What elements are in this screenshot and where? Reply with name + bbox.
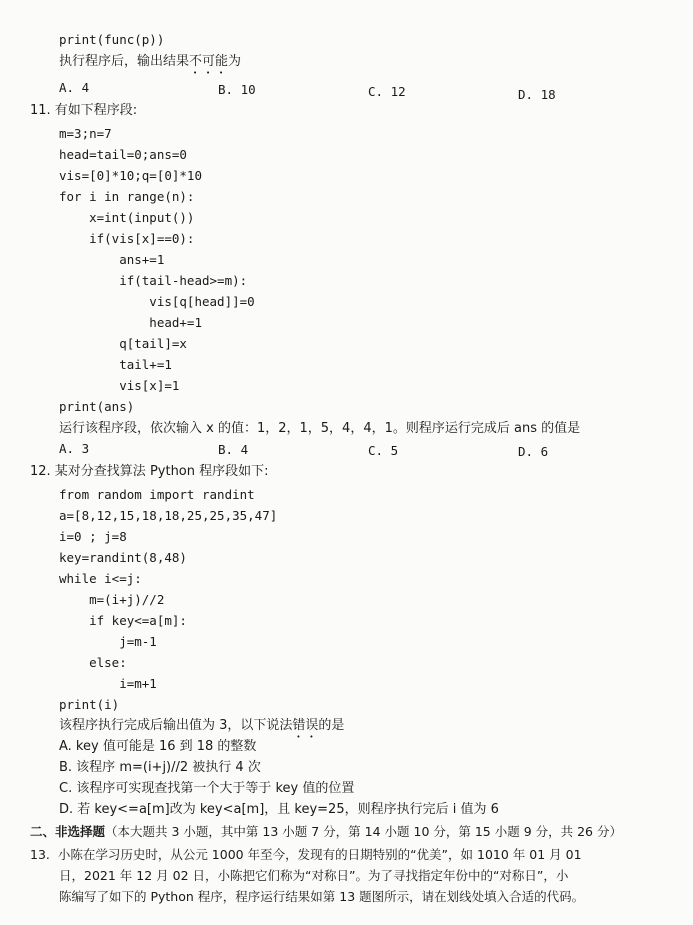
q12-code-line: from random import randint (59, 487, 255, 502)
q11-code-line: q[tail]=x (59, 336, 187, 351)
q10-option-a: A. 4 (59, 80, 90, 95)
q11-code-line: head=tail=0;ans=0 (59, 147, 187, 162)
q11-code-line: if(tail-head>=m): (59, 273, 248, 288)
q12-choice-b: B. 该程序 m=(i+j)//2 被执行 4 次 (59, 760, 261, 775)
q12-code-line: print(i) (59, 697, 120, 712)
q13-line: 日，2021 年 12 月 02 日，小陈把它们称为“对称日”。为了寻找指定年份中的“对称日”，小 (59, 868, 569, 883)
q13-line: 13. 小陈在学习历史时，从公元 1000 年至今，发现有的日期特别的“优美”，如 1010 年 01 月 01 (30, 847, 582, 862)
q10-prompt (59, 53, 241, 77)
q10-prompt-emphasis: 不可能 (189, 54, 229, 69)
q11-prompt: 运行该程序段，依次输入 x 的值：1，2，1，5，4，4，1。则程序运行完成后 ans 的值是 (59, 421, 581, 436)
q11-code-line: tail+=1 (59, 357, 172, 372)
q11-code-line: vis[x]=1 (59, 378, 180, 393)
q12-code-line: if key<=a[m]: (59, 613, 187, 628)
q12-code-line: i=0 ; j=8 (59, 529, 127, 544)
section-two-heading (30, 823, 622, 840)
section-two-detail: （本大题共 3 小题，其中第 13 小题 7 分，第 14 小题 10 分，第 15 小题 9 分，共 26 分） (105, 824, 622, 839)
q12-code-line: m=(i+j)//2 (59, 592, 165, 607)
q12-code-line: i=m+1 (59, 676, 157, 691)
q12-code-line: j=m-1 (59, 634, 157, 649)
q11-code-line: m=3;n=7 (59, 126, 112, 141)
q12-code-line: while i<=j: (59, 571, 142, 586)
q10-option-c: C. 12 (368, 84, 406, 99)
q11-code-line: vis=[0]*10;q=[0]*10 (59, 168, 202, 183)
q10-option-b: B. 10 (218, 82, 256, 97)
q12-prompt-emphasis: 错误 (292, 718, 319, 733)
q11-code-line: head+=1 (59, 315, 202, 330)
q11-heading: 11. 有如下程序段: (30, 103, 138, 118)
q10-prompt-pre: 执行程序后，输出结果 (59, 54, 190, 69)
q11-option-a: A. 3 (59, 441, 90, 456)
q12-choice-d: D. 若 key<=a[m]改为 key<a[m]，且 key=25，则程序执行完后 i 值为 6 (59, 802, 499, 817)
q11-code-line: print(ans) (59, 399, 135, 414)
q12-code-line: a=[8,12,15,18,18,25,25,35,47] (59, 508, 278, 523)
q11-code-line: if(vis[x]==0): (59, 231, 195, 246)
q12-code-line: else: (59, 655, 127, 670)
section-two-title: 二、非选择题 (30, 824, 106, 839)
q11-code-line: x=int(input()) (59, 210, 195, 225)
q12-choice-a: A. key 值可能是 16 到 18 的整数 (59, 739, 257, 754)
q13-line: 陈编写了如下的 Python 程序，程序运行结果如第 13 题图所示，请在划线处填入合适的代码。 (59, 889, 585, 904)
q11-option-b: B. 4 (218, 442, 249, 457)
q11-code-line: vis[q[head]]=0 (59, 294, 255, 309)
q11-option-c: C. 5 (368, 443, 399, 458)
q10-code-line: print(func(p)) (59, 32, 165, 47)
q10-option-d: D. 18 (518, 87, 556, 102)
q12-prompt-pre: 该程序执行完成后输出值为 3，以下说法 (59, 718, 293, 733)
q11-code-line: for i in range(n): (59, 189, 195, 204)
q11-code-line: ans+=1 (59, 252, 165, 267)
q11-option-d: D. 6 (518, 444, 549, 459)
q12-code-line: key=randint(8,48) (59, 550, 187, 565)
q12-choice-c: C. 该程序可实现查找第一个大于等于 key 值的位置 (59, 781, 355, 796)
q12-heading: 12. 某对分查找算法 Python 程序段如下: (30, 464, 269, 479)
q12-prompt-post: 的是 (318, 718, 345, 733)
q10-prompt-post: 为 (228, 54, 242, 69)
